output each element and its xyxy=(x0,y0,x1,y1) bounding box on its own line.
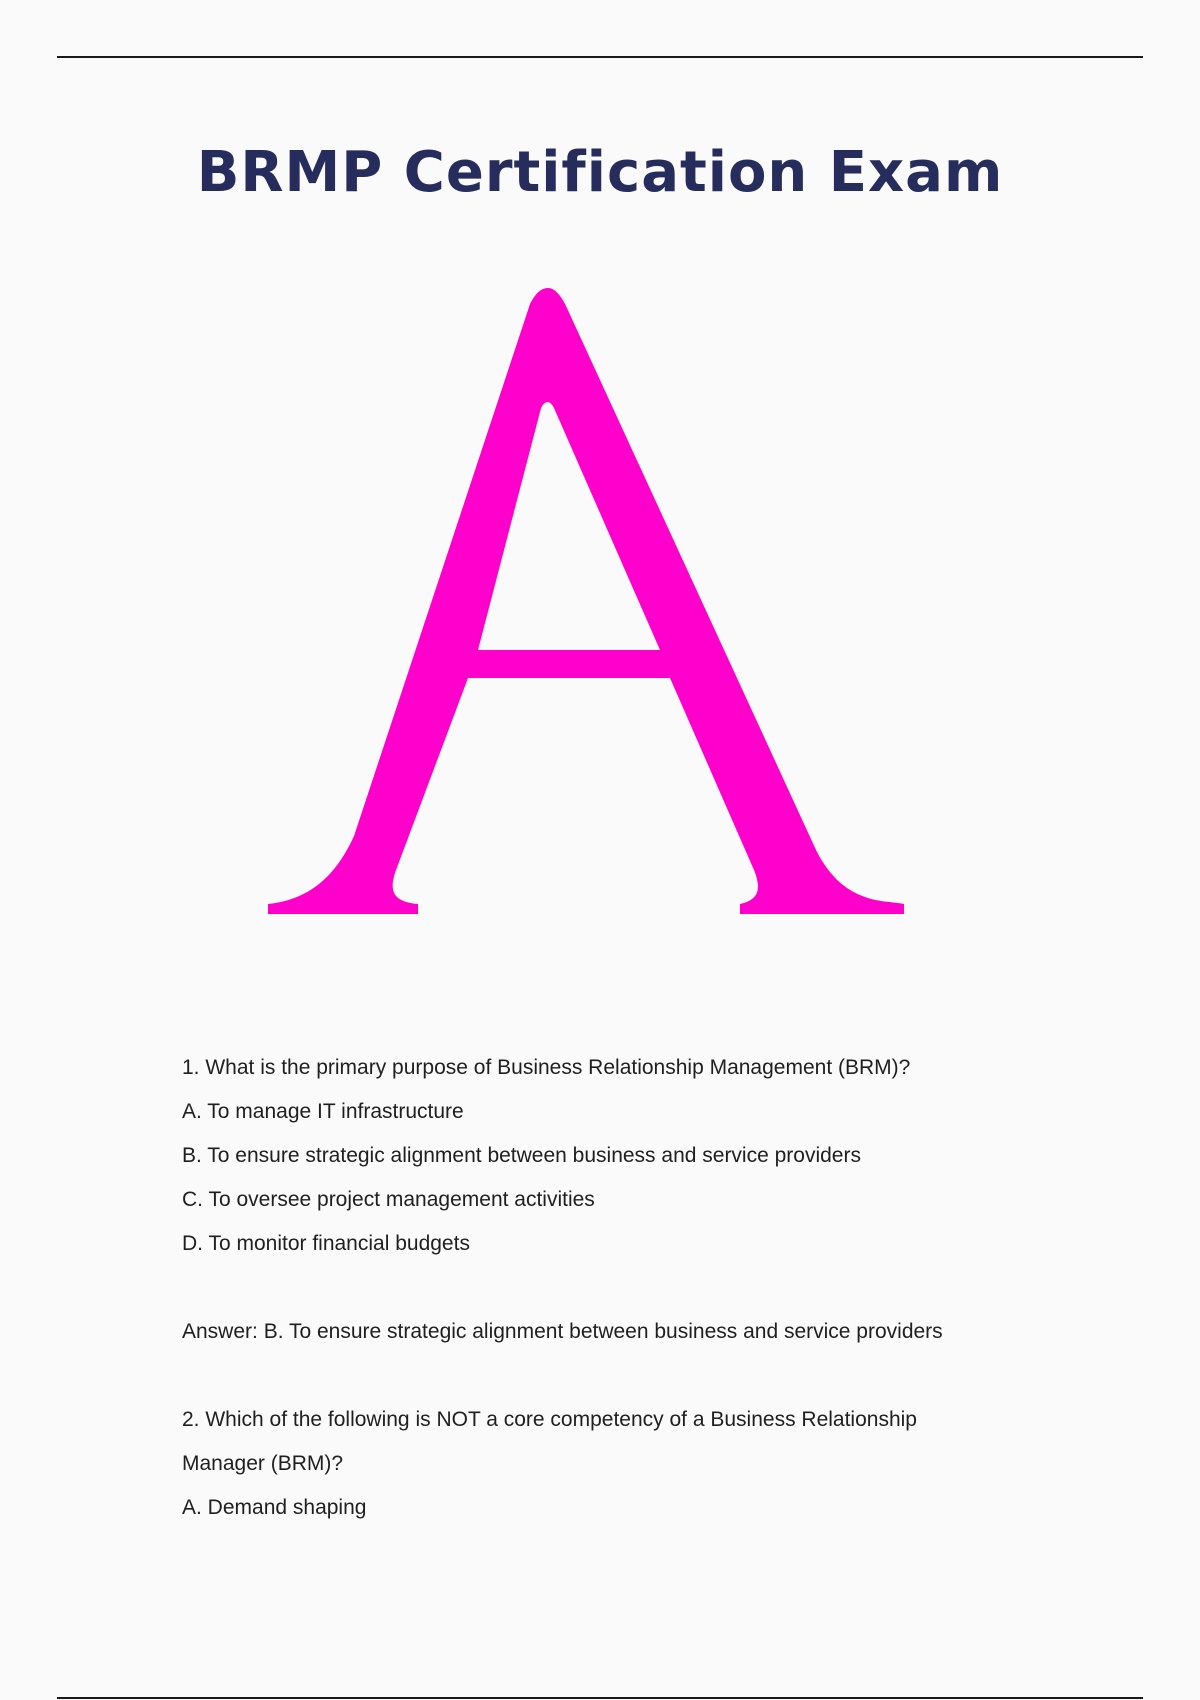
spacer xyxy=(182,1266,1002,1310)
answer-option: A. Demand shaping xyxy=(182,1496,367,1519)
answer-option: D. To monitor financial budgets xyxy=(182,1232,470,1255)
letter-a-shape xyxy=(268,288,904,914)
answer-option: C. To oversee project management activities xyxy=(182,1188,595,1211)
question-text: 1. What is the primary purpose of Business Relationship Management (BRM)? xyxy=(182,1056,911,1079)
question-text: Manager (BRM)? xyxy=(182,1452,344,1475)
question-block-2 xyxy=(182,1398,1002,1530)
spacer xyxy=(182,1354,1002,1398)
bottom-rule xyxy=(57,1697,1143,1699)
answer-text: Answer: B. To ensure strategic alignment between business and service providers xyxy=(182,1320,943,1343)
question-block-1 xyxy=(182,1046,1002,1398)
exam-questions xyxy=(182,1046,1002,1530)
question-text: 2. Which of the following is NOT a core competency of a Business Relationship xyxy=(182,1408,917,1431)
answer-option: A. To manage IT infrastructure xyxy=(182,1100,464,1123)
letter-a-logo xyxy=(268,280,918,920)
top-rule xyxy=(57,56,1143,58)
answer-option: B. To ensure strategic alignment between business and service providers xyxy=(182,1144,861,1167)
page-title: BRMP Certification Exam xyxy=(196,140,1004,205)
